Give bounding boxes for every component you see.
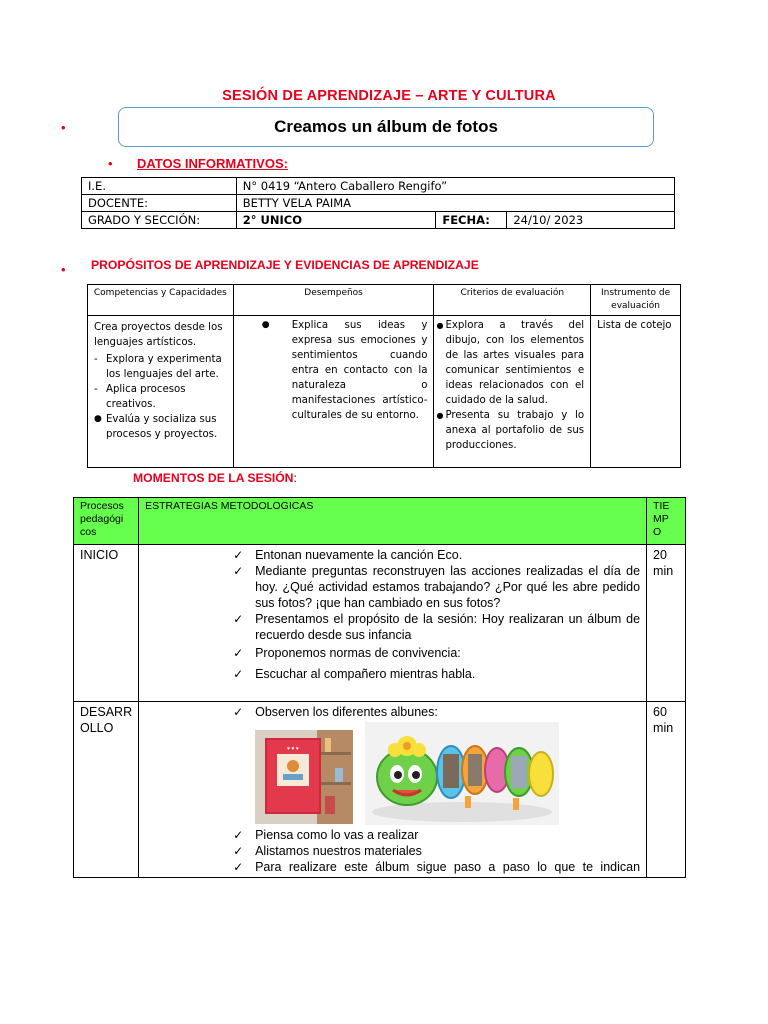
list-item: ✓ Mediante preguntas reconstruyen las acciones realizadas el día de hoy. ¿Qué actividad estamos trabajando? ¿Por qué les abre pedido sus fotos? ¡que han cambiado en sus fotos? xyxy=(233,563,640,611)
bullet: • xyxy=(108,156,113,171)
competencia-text: Crea proyectos desde los lenguajes artísticos. xyxy=(94,322,223,348)
capacidad-text: Evalúa y socializa sus procesos y proyectos. xyxy=(106,414,218,440)
list-item: - Aplica procesos creativos. xyxy=(94,382,227,412)
list-item: ● Presenta su trabajo y lo anexa al portafolio de sus producciones. xyxy=(436,410,585,451)
docente-value: BETTY VELA PAIMA xyxy=(236,195,674,212)
list-item: ✓ Presentamos el propósito de la sesión: Hoy realizaran un álbum de recuerdo desde sus infancia xyxy=(233,611,640,643)
criterio-text: Explora a través del dibujo, con los elementos de las artes visuales para comunicar sentimientos e ideas relacionados con el cuidado de la salud. xyxy=(445,320,585,406)
list-item xyxy=(233,859,640,875)
col-header: Competencias y Capacidades xyxy=(88,285,234,316)
subtitle: Creamos un álbum de fotos xyxy=(274,117,498,136)
caterpillar-album-photo xyxy=(365,722,559,825)
grado-value: 2° UNICO xyxy=(236,212,436,229)
desempenos-cell xyxy=(233,316,434,468)
fecha-label: FECHA: xyxy=(436,212,507,229)
red-album-photo xyxy=(255,730,353,824)
criterio-text: Presenta su trabajo y lo anexa al portafolio de sus producciones. xyxy=(445,410,585,451)
col-header: Procesos pedagógi cos xyxy=(74,498,139,545)
page-title: SESIÓN DE APRENDIZAJE – ARTE Y CULTURA xyxy=(222,88,556,104)
table-header-row xyxy=(74,498,686,545)
bullet-icon: ● xyxy=(261,320,270,330)
list-item: ✓ Piensa como lo vas a realizar xyxy=(233,827,640,843)
fecha-value: 24/10/ 2023 xyxy=(507,212,675,229)
criterios-cell xyxy=(434,316,591,468)
col-header: ESTRATEGIAS METODOLOGICAS xyxy=(139,498,647,545)
ie-label: I.E. xyxy=(82,178,237,195)
svg-text:♥ ♥ ♥: ♥ ♥ ♥ xyxy=(287,746,299,752)
list-item: ✓ Alistamos nuestros materiales xyxy=(233,843,640,859)
table-row xyxy=(82,178,675,195)
ie-value-text: N° 0419 “Antero Caballero Rengifo” xyxy=(242,179,448,193)
col-header: Instrumento de evaluación xyxy=(591,285,681,316)
table-row xyxy=(74,545,686,702)
bullet: • xyxy=(61,262,66,277)
inicio-label: INICIO xyxy=(74,545,139,702)
competencias-cell xyxy=(88,316,234,468)
table-row xyxy=(82,212,675,229)
list-item: ● Explora a través del dibujo, con los elementos de las artes visuales para comunicar sentimientos e ideas relacionados con el cuidado de la salud. xyxy=(436,320,585,406)
col-header: Desempeños xyxy=(233,285,434,316)
docente-label: DOCENTE: xyxy=(82,195,237,212)
grado-label: GRADO Y SECCIÓN: xyxy=(82,212,237,229)
inicio-time: 20 min xyxy=(647,545,686,702)
list-item: - Explora y experimenta los lenguajes del arte. xyxy=(94,352,227,382)
table-row xyxy=(88,316,681,468)
propositos-heading: PROPÓSITOS DE APRENDIZAJE Y EVIDENCIAS DE APRENDIZAJE xyxy=(91,258,479,272)
capacidad-text: Explora y experimenta los lenguajes del arte. xyxy=(106,354,222,380)
momentos-heading-text: MOMENTOS DE LA SESIÓN xyxy=(133,471,294,485)
list-item: ✓ Proponemos normas de convivencia: xyxy=(233,645,640,661)
table-row xyxy=(82,195,675,212)
datos-table xyxy=(81,177,675,229)
propositos-table xyxy=(87,284,681,468)
desarrollo-time: 60 min xyxy=(647,702,686,878)
album-images xyxy=(229,722,640,827)
list-item: ✓ Escuchar al compañero mientras habla. xyxy=(233,666,640,682)
desempeno-text: Explica sus ideas y expresa sus emociones y sentimientos cuando entra en contacto con la naturaleza o manifestaciones artístico-culturales de su entorno. xyxy=(291,320,428,421)
instrumento-cell: Lista de cotejo xyxy=(591,316,681,468)
ie-value xyxy=(236,178,674,195)
desarrollo-cell xyxy=(139,702,647,878)
momentos-heading xyxy=(133,471,297,485)
list-item: ✓ Observen los diferentes albunes: xyxy=(233,704,640,720)
table-row xyxy=(74,702,686,878)
capacidad-text: Aplica procesos creativos. xyxy=(106,384,186,410)
subtitle-box xyxy=(118,107,654,147)
bullet: • xyxy=(61,120,66,135)
table-header-row xyxy=(88,285,681,316)
col-header: Criterios de evaluación xyxy=(434,285,591,316)
list-item: ✓ Entonan nuevamente la canción Eco. xyxy=(233,547,640,563)
inicio-cell xyxy=(139,545,647,702)
datos-heading: DATOS INFORMATIVOS: xyxy=(137,156,288,171)
col-header: TIE MP O xyxy=(647,498,686,545)
list-item-text: Para realizare este álbum sigue paso a paso lo que te indican xyxy=(255,860,641,874)
desarrollo-label: DESARR OLLO xyxy=(74,702,139,878)
list-item: ● Evalúa y socializa sus procesos y proyectos. xyxy=(94,412,227,442)
momentos-colon: : xyxy=(293,471,297,485)
momentos-table xyxy=(73,497,686,878)
